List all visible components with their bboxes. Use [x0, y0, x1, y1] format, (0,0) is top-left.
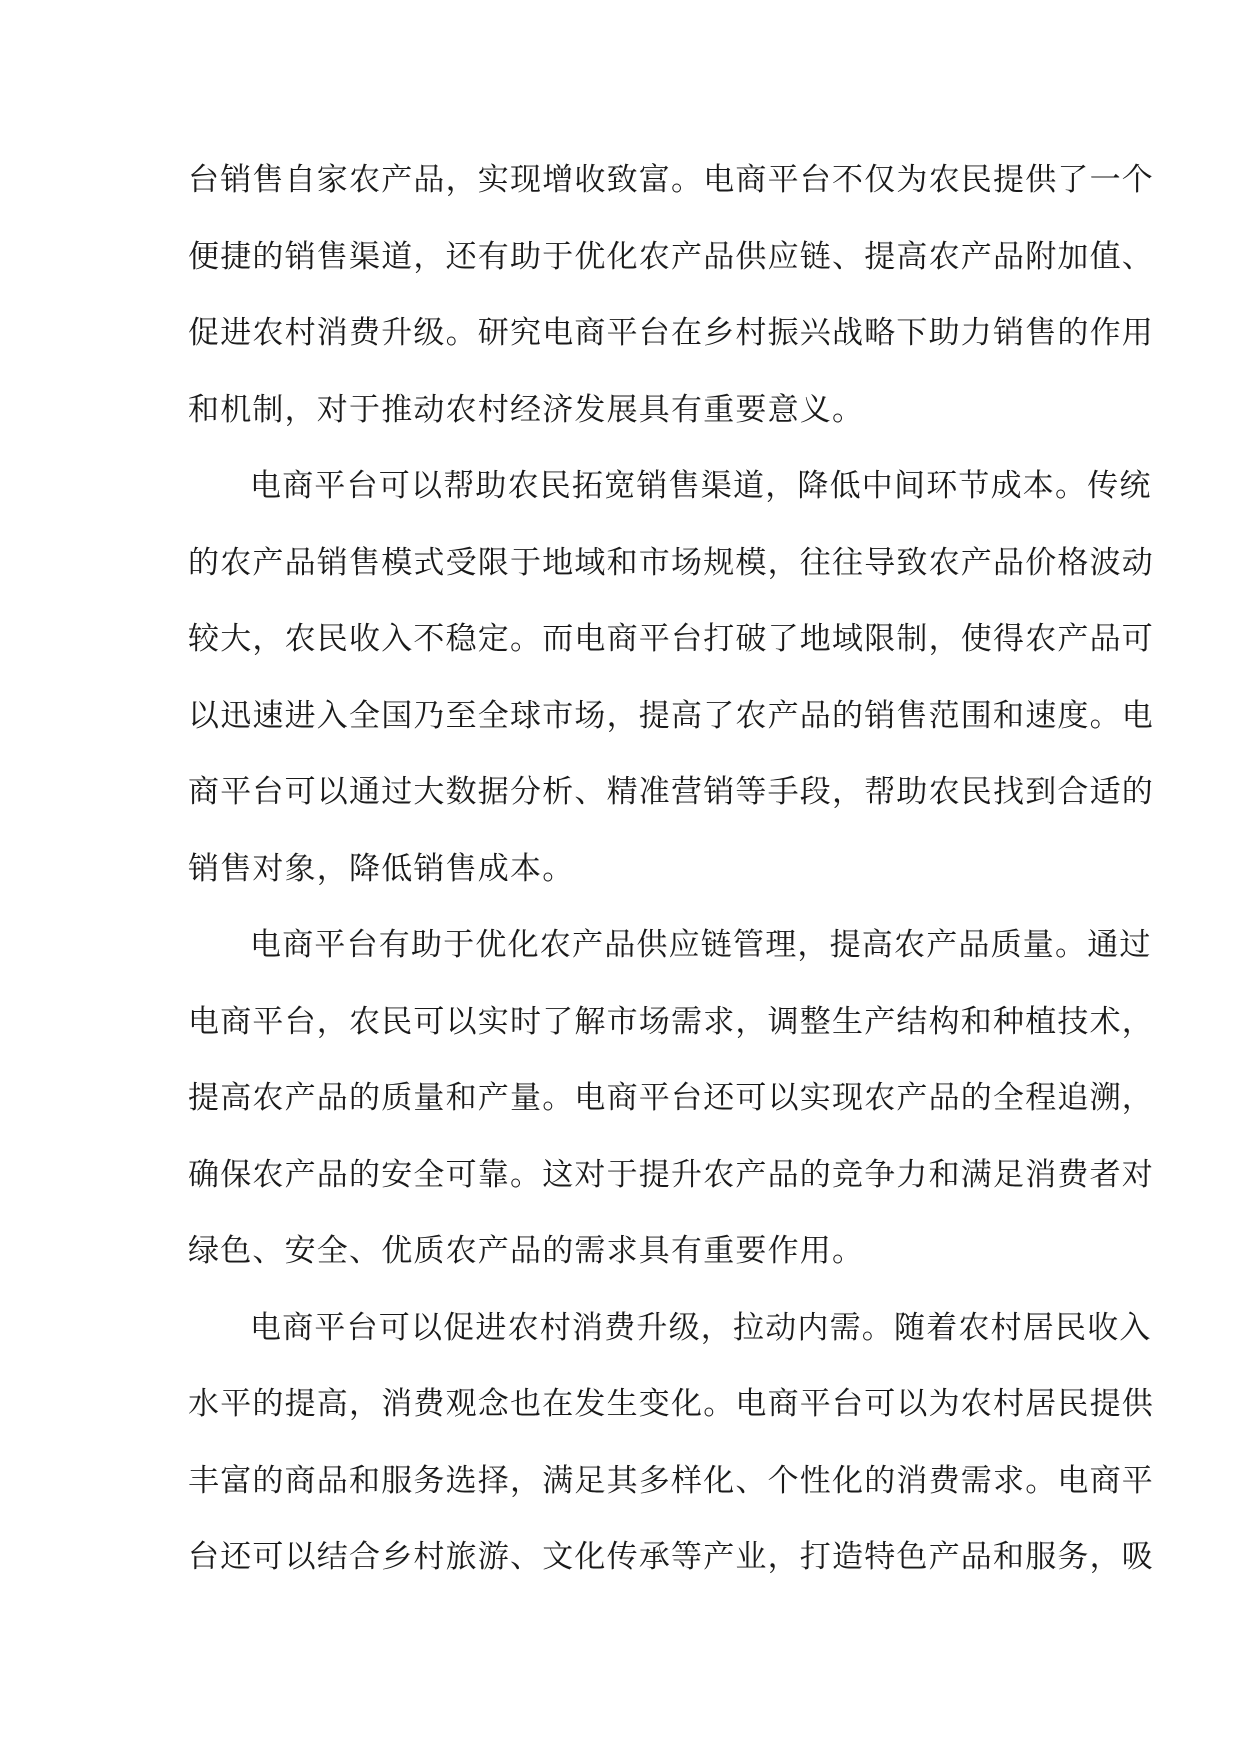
text-line: 丰富的商品和服务选择，满足其多样化、个性化的消费需求。电商平	[188, 1462, 1154, 1499]
paragraph-supply-chain	[188, 907, 1154, 1290]
text-line: 电商平台，农民可以实时了解市场需求，调整生产结构和种植技术，	[188, 1003, 1154, 1040]
text-line: 的农产品销售模式受限于地域和市场规模，往往导致农产品价格波动	[188, 544, 1154, 581]
text-line: 和机制，对于推动农村经济发展具有重要意义。	[188, 391, 865, 428]
text-line: 便捷的销售渠道，还有助于优化农产品供应链、提高农产品附加值、	[188, 238, 1154, 275]
paragraph-sales-channels	[188, 448, 1154, 907]
text-line: 销售对象，降低销售成本。	[188, 850, 575, 887]
text-line: 绿色、安全、优质农产品的需求具有重要作用。	[188, 1233, 865, 1269]
paragraph-consumption-upgrade	[188, 1290, 1154, 1596]
text-line: 台还可以结合乡村旅游、文化传承等产业，打造特色产品和服务，吸	[188, 1539, 1154, 1575]
paragraph-continuation	[188, 142, 1154, 448]
text-line: 较大，农民收入不稳定。而电商平台打破了地域限制，使得农产品可	[188, 621, 1154, 657]
text-line: 台销售自家农产品，实现增收致富。电商平台不仅为农民提供了一个	[188, 162, 1154, 198]
text-line: 商平台可以通过大数据分析、精准营销等手段，帮助农民找到合适的	[188, 774, 1154, 810]
text-line: 以迅速进入全国乃至全球市场，提高了农产品的销售范围和速度。电	[188, 697, 1154, 734]
text-line: 确保农产品的安全可靠。这对于提升农产品的竞争力和满足消费者对	[188, 1156, 1154, 1193]
body-text	[188, 142, 1154, 1596]
text-line-first: 电商平台可以促进农村消费升级，拉动内需。随着农村居民收入	[250, 1309, 1152, 1346]
text-line-first: 电商平台可以帮助农民拓宽销售渠道，降低中间环节成本。传统	[250, 468, 1152, 504]
text-line-first: 电商平台有助于优化农产品供应链管理，提高农产品质量。通过	[250, 927, 1152, 963]
text-line: 提高农产品的质量和产量。电商平台还可以实现农产品的全程追溯，	[188, 1080, 1154, 1116]
text-line: 促进农村消费升级。研究电商平台在乡村振兴战略下助力销售的作用	[188, 315, 1154, 351]
text-line: 水平的提高，消费观念也在发生变化。电商平台可以为农村居民提供	[188, 1386, 1154, 1422]
